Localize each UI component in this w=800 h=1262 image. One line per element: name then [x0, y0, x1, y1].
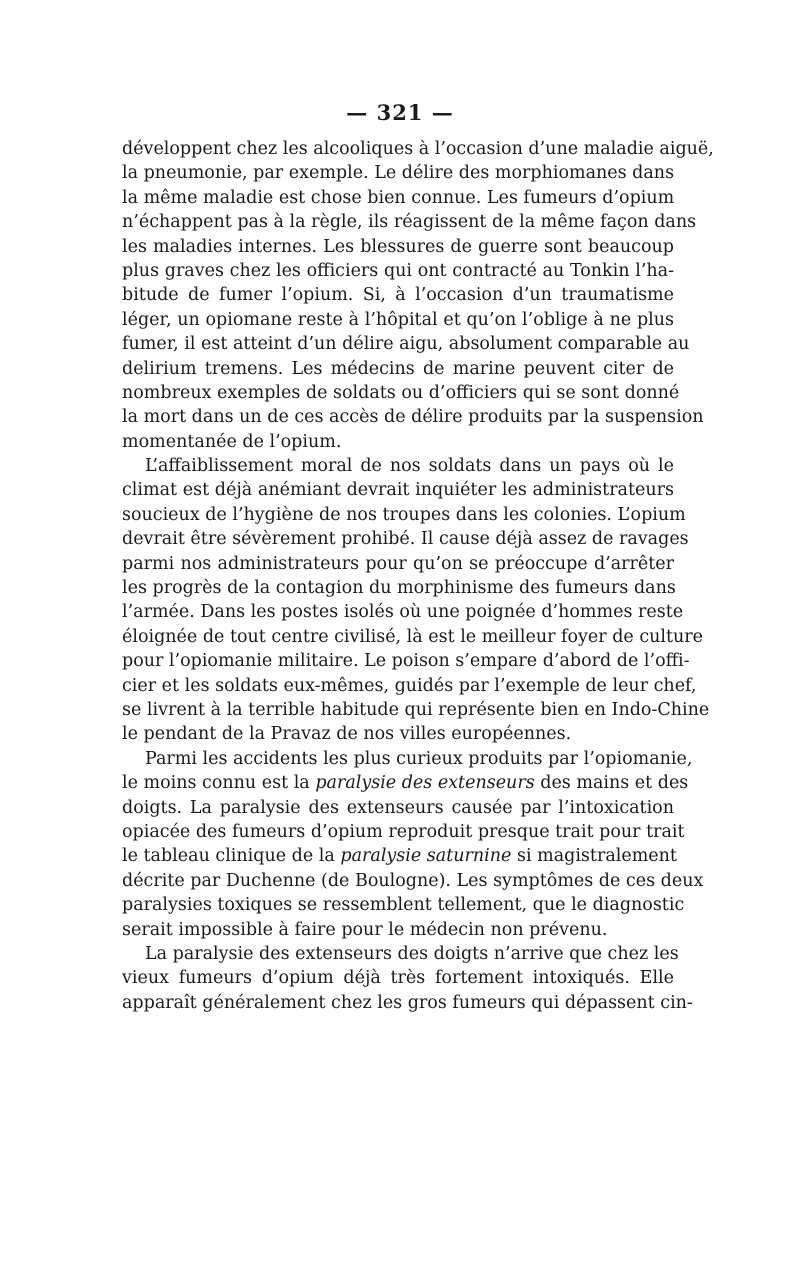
text-line: opiacée des fumeurs d’opium reproduit presque trait pour trait	[122, 821, 685, 842]
text-line: la mort dans un de ces accès de délire produits par la suspension	[122, 407, 704, 428]
text-line: soucieux de l’hygiène de nos troupes dans les colonies. L’opium	[122, 504, 686, 525]
text-line: pour l’opiomanie militaire. Le poison s’empare d’abord de l’offi-	[122, 651, 690, 672]
text-line: delirium tremens. Les médecins de marine peuvent citer de	[122, 358, 674, 379]
text-line: l’armée. Dans les postes isolés où une poignée d’hommes reste	[122, 602, 684, 623]
text-line: n’échappent pas à la règle, ils réagissent de la même façon dans	[122, 212, 697, 233]
text-line: vieux fumeurs d’opium déjà très fortement intoxiqués. Elle	[122, 968, 674, 989]
text-line	[122, 771, 689, 795]
text-line: les maladies internes. Les blessures de guerre sont beaucoup	[122, 236, 674, 257]
text-line: se livrent à la terrible habitude qui représente bien en Indo-Chine	[122, 699, 710, 720]
text-line: léger, un opiomane reste à l’hôpital et qu’on l’oblige à ne plus	[122, 309, 674, 330]
text-line: bitude de fumer l’opium. Si, à l’occasion d’un traumatisme	[122, 285, 674, 306]
text-line: plus graves chez les officiers qui ont contracté au Tonkin l’ha-	[122, 260, 674, 281]
text-line: doigts. La paralysie des extenseurs causée par l’intoxication	[122, 797, 674, 818]
text-run: si magistralement	[516, 846, 677, 867]
text-line: parmi nos administrateurs pour qu’on se préoccupe d’arrêter	[122, 553, 674, 574]
text-line: La paralysie des extenseurs des doigts n’arrive que chez les	[145, 943, 679, 964]
text-line: cier et les soldats eux-mêmes, guidés par l’exemple de leur chef,	[122, 675, 697, 696]
text-line: nombreux exemples de soldats ou d’officiers qui se sont donné	[122, 382, 680, 403]
text-line: apparaît généralement chez les gros fumeurs qui dépassent cin-	[122, 992, 693, 1013]
text-line: momentanée de l’opium.	[122, 431, 342, 452]
text-line: climat est déjà anémiant devrait inquiéter les administrateurs	[122, 480, 674, 501]
text-line: fumer, il est atteint d’un délire aigu, absolument comparable au	[122, 334, 690, 355]
text-line: la même maladie est chose bien connue. Les fumeurs d’opium	[122, 187, 675, 208]
body-text	[122, 137, 714, 1015]
text-line	[122, 844, 677, 868]
italic-term: paralysie saturnine	[340, 846, 512, 867]
text-line: décrite par Duchenne (de Boulogne). Les symptômes de ces deux	[122, 870, 704, 891]
text-run: des mains et des	[540, 773, 689, 794]
page-number: — 321 —	[346, 100, 454, 125]
text-line: le pendant de la Pravaz de nos villes européennes.	[122, 724, 572, 745]
text-line: éloignée de tout centre civilisé, là est le meilleur foyer de culture	[122, 626, 704, 647]
text-line: la pneumonie, par exemple. Le délire des morphiomanes dans	[122, 163, 675, 184]
text-line: développent chez les alcooliques à l’occasion d’une maladie aiguë,	[122, 139, 714, 159]
italic-term: paralysie des extenseurs	[315, 773, 535, 794]
text-run: le moins connu est la	[122, 773, 310, 794]
text-run: le tableau clinique de la	[122, 846, 335, 867]
text-line: Parmi les accidents les plus curieux produits par l’opiomanie,	[145, 748, 693, 769]
text-line: L’affaiblissement moral de nos soldats dans un pays où le	[145, 456, 674, 477]
text-line: paralysies toxiques se ressemblent tellement, que le diagnostic	[122, 895, 685, 916]
text-line: devrait être sévèrement prohibé. Il cause déjà assez de ravages	[122, 529, 689, 550]
text-line: serait impossible à faire pour le médecin non prévenu.	[122, 919, 608, 940]
text-line: les progrès de la contagion du morphinisme des fumeurs dans	[122, 578, 676, 599]
